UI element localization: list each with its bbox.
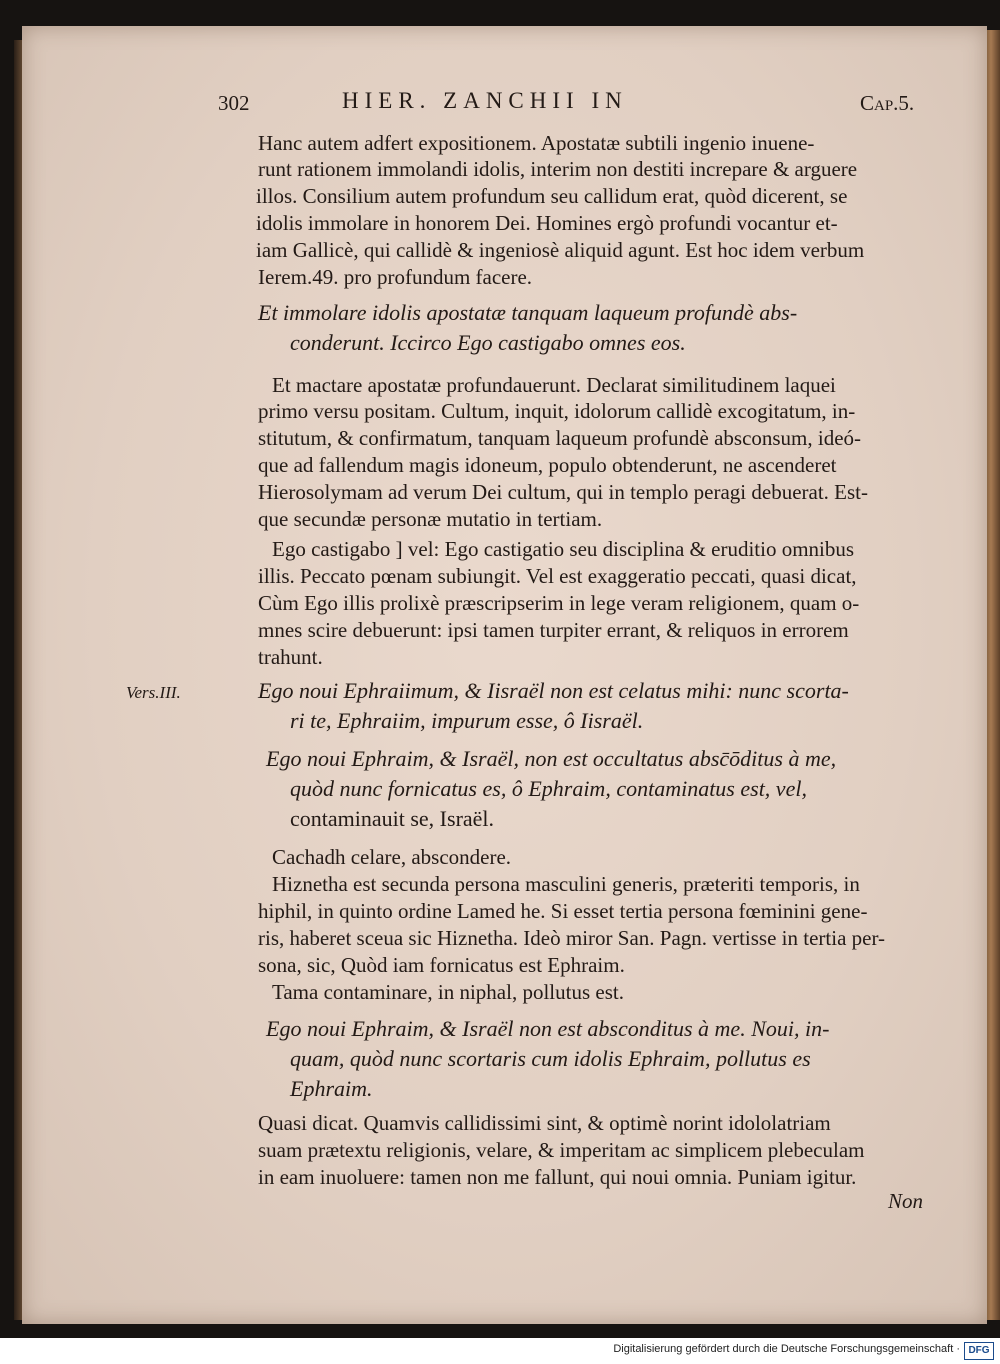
lemma-line: conderunt. Iccirco Ego castigabo omnes eos. [290,330,686,355]
lemma-line: Et immolare idolis apostatæ tanquam laqueum profundè abs- [258,300,798,325]
running-title: HIER. ZANCHII IN [342,88,628,113]
footer-bar [0,1338,1000,1364]
text-line: hiphil, in quinto ordine Lamed he. Si esset tertia persona fœminini gene- [258,899,868,923]
text-line: Hiznetha est secunda persona masculini generis, præteriti temporis, in [272,872,860,896]
margin-verse-label: Vers.III. [126,683,181,702]
lemma-line: Ephraim. [290,1076,373,1101]
text-line: iam Gallicè, qui callidè & ingeniosè aliquid agunt. Est hoc idem verbum [256,238,865,262]
text-line: illis. Peccato pœnam subiungit. Vel est exaggeratio peccati, quasi dicat, [258,564,857,588]
text-line: Ego castigabo ] vel: Ego castigatio seu disciplina & eruditio omnibus [272,537,855,561]
text-line: sona, sic, Quòd iam fornicatus est Ephraim. [258,953,625,977]
book-edge-right [985,30,1000,1320]
dfg-logo[interactable]: DFG [964,1342,994,1360]
text-line: suam prætextu religionis, velare, & imperitam ac simplicem plebeculam [258,1138,865,1162]
chapter-label: Cap.5. [860,91,915,115]
text-line: Cùm Ego illis prolixè præscripserim in lege veram religionem, quam o- [258,591,860,615]
text-line: Ierem.49. pro profundum facere. [258,265,533,289]
page-number: 302 [218,91,250,115]
verse-line: ri te, Ephraiim, impurum esse, ô Iisraël. [290,708,644,733]
book-page [22,26,987,1324]
lemma-line: Ego noui Ephraim, & Israël non est absconditus à me. Noui, in- [266,1016,830,1041]
text-line: primo versu positam. Cultum, inquit, idolorum callidè excogitatum, in- [258,399,856,423]
verse-line: Ego noui Ephraim, & Israël, non est occultatus absc̄ōditus à me, [266,746,837,771]
text-line: Quasi dicat. Quamvis callidissimi sint, & optimè norint idololatriam [258,1111,831,1135]
text-line: Et mactare apostatæ profundauerunt. Declarat similitudinem laquei [272,373,836,397]
text-line: Hanc autem adfert expositionem. Apostatæ subtili ingenio inuene- [258,131,815,155]
text-line: Cachadh celare, abscondere. [272,845,512,869]
text-line: idolis immolare in honorem Dei. Homines ergò profundi vocantur et- [256,211,838,235]
text-line: mnes scire debuerunt: ipsi tamen turpiter errant, & reliquos in errorem [258,618,849,642]
verse-line: Ego noui Ephraiimum, & Iisraël non est celatus mihi: nunc scorta- [258,678,849,703]
text-line: Hierosolymam ad verum Dei cultum, qui in templo peragi debuerat. Est- [258,480,869,504]
text-line: Tama contaminare, in niphal, pollutus est. [272,980,624,1004]
verse-line: contaminauit se, Israël. [290,806,495,831]
verse-line: quòd nunc fornicatus es, ô Ephraim, contaminatus est, vel, [290,776,807,801]
text-line: ris, haberet sceua sic Hiznetha. Ideò miror San. Pagn. vertisse in tertia per- [258,926,886,950]
catchword: Non [888,1189,924,1213]
text-line: trahunt. [258,645,323,669]
text-line: que secundæ personæ mutatio in tertiam. [258,507,603,531]
text-line: runt rationem immolandi idolis, interim non destiti increpare & arguere [258,157,858,181]
text-line: illos. Consilium autem profundum seu callidum erat, quòd dicerent, se [256,184,848,208]
text-line: stitutum, & confirmatum, tanquam laqueum profundè absconsum, ideó- [258,426,862,450]
text-line: que ad fallendum magis idoneum, populo obtenderunt, ne ascenderet [258,453,837,477]
footer-credit: Digitalisierung gefördert durch die Deutsche Forschungsgemeinschaft · [613,1343,960,1355]
text-line: in eam inuoluere: tamen non me fallunt, qui noui omnia. Puniam igitur. [258,1165,857,1189]
lemma-line: quam, quòd nunc scortaris cum idolis Ephraim, pollutus es [290,1046,811,1071]
